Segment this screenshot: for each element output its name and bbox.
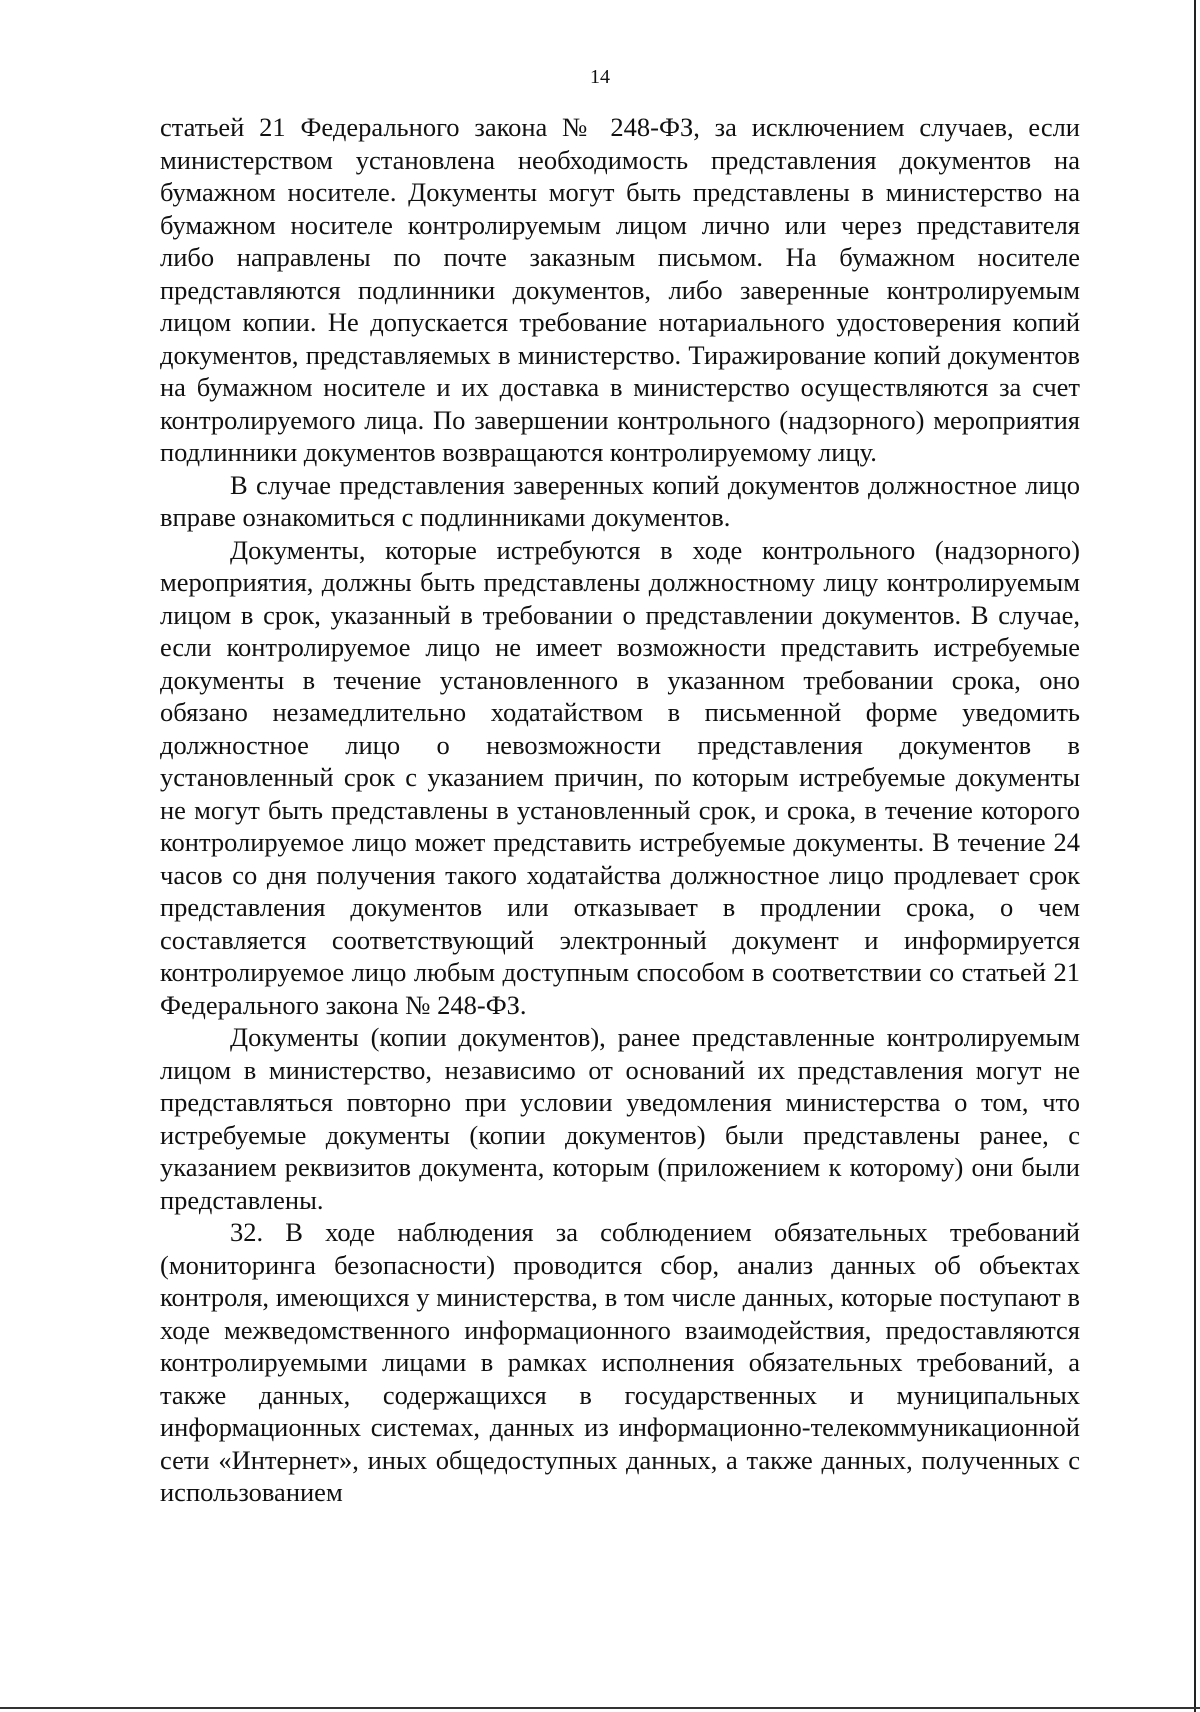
scan-edge-right	[1194, 0, 1196, 1712]
paragraph-item-32: 32. В ходе наблюдения за соблюдением обязательных требований (мониторинга безопасности) проводится сбор, анализ данных об объектах контроля, имеющихся у министерства, в том числе данных, которые поступают в ходе межведомственного информационного взаимодействия, предоставляются контролируемыми лицами в рамках исполнения обязательных требований, а также данных, содержащихся в государственных и муниципальных информационных системах, данных из информационно-телекоммуникационной сети «Интернет», иных общедоступных данных, а также данных, полученных с использованием	[160, 1217, 1080, 1507]
scan-edge-bottom	[0, 1707, 1200, 1709]
paragraph-certified-copies: В случае представления заверенных копий документов должностное лицо вправе ознакомиться с подлинниками документов.	[160, 469, 1080, 532]
document-body	[160, 111, 1080, 1509]
paragraph-previously-submitted: Документы (копии документов), ранее представленные контролируемым лицом в министерство, независимо от оснований их представления могут не представляться повторно при условии уведомления министерства о том, что истребуемые документы (копии документов) были представлены ранее, с указанием реквизитов документа, которым (приложением к которому) они были представлены.	[160, 1022, 1080, 1215]
page-number: 14	[590, 66, 610, 88]
paragraph-continuation: статьей 21 Федерального закона № 248-ФЗ, за исключением случаев, если министерством установлена необходимость представления документов на бумажном носителе. Документы могут быть представлены в министерство на бумажном носителе контролируемым лицом лично или через представителя либо направлены по почте заказным письмом. На бумажном носителе представляются подлинники документов, либо заверенные контролируемым лицом копии. Не допускается требование нотариального удостоверения копий документов, представляемых в министерство. Тиражирование копий документов на бумажном носителе и их доставка в министерство осуществляются за счет контролируемого лица. По завершении контрольного (надзорного) мероприятия подлинники документов возвращаются контролируемому лицу.	[160, 112, 1080, 467]
paragraph-requested-documents: Документы, которые истребуются в ходе контрольного (надзорного) мероприятия, должны быть представлены должностному лицу контролируемым лицом в срок, указанный в требовании о представлении документов. В случае, если контролируемое лицо не имеет возможности представить истребуемые документы в течение установленного в указанном требовании срока, оно обязано незамедлительно ходатайством в письменной форме уведомить должностное лицо о невозможности представления документов в установленный срок с указанием причин, по которым истребуемые документы не могут быть представлены в установленный срок, и срока, в течение которого контролируемое лицо может представить истребуемые документы. В течение 24 часов со дня получения такого ходатайства должностное лицо продлевает срок представления документов или отказывает в продлении срока, о чем составляется соответствующий электронный документ и информируется контролируемое лицо любым доступным способом в соответствии со статьей 21 Федерального закона № 248-ФЗ.	[160, 534, 1080, 1020]
